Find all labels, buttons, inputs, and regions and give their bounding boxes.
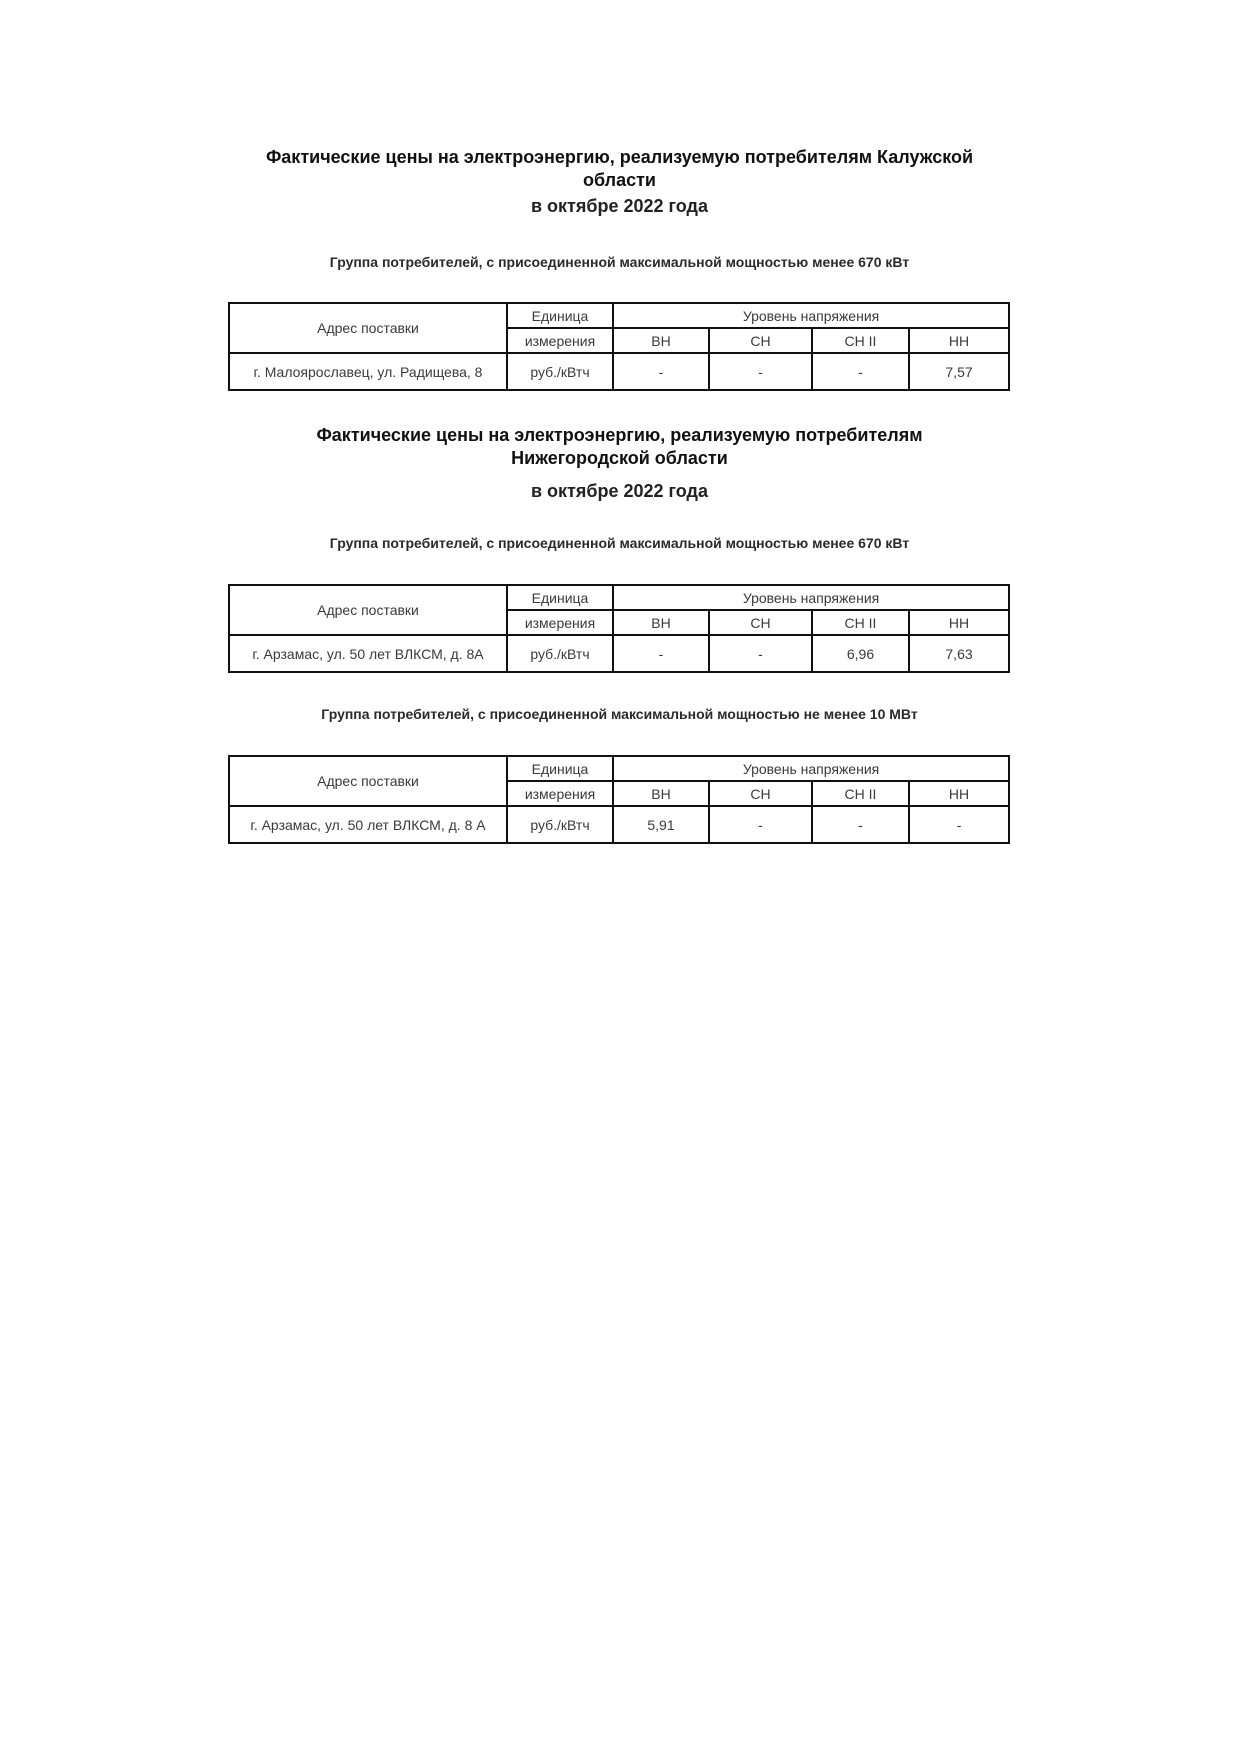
unit-cell: руб./кВтч: [507, 353, 613, 390]
table-row: [229, 635, 1009, 672]
unit-header: Единица: [507, 756, 613, 781]
table-header-row: [229, 756, 1009, 781]
voltage-header: Уровень напряжения: [613, 585, 1009, 610]
kaluga-group-caption: Группа потребителей, с присоединенной максимальной мощностью менее 670 кВт: [329, 254, 910, 270]
nizhny-section-title: [0, 424, 1239, 470]
address-cell: г. Малоярославец, ул. Радищева, 8: [229, 353, 507, 390]
table-row: [229, 806, 1009, 843]
level-sn2-header: СН II: [812, 781, 909, 806]
voltage-header: Уровень напряжения: [613, 303, 1009, 328]
title-line: Фактические цены на электроэнергию, реализуемую потребителям: [316, 425, 923, 445]
table-header-row: [229, 303, 1009, 328]
level-vn-header: ВН: [613, 328, 709, 353]
value-sn-cell: -: [709, 806, 812, 843]
level-sn2-header: СН II: [812, 610, 909, 635]
nizhny-group-caption-2: Группа потребителей, с присоединенной максимальной мощностью не менее 10 МВт: [321, 706, 918, 722]
value-nn-cell: -: [909, 806, 1009, 843]
value-nn-cell: 7,63: [909, 635, 1009, 672]
nizhny-section-period: в октябре 2022 года: [530, 481, 708, 501]
value-sn2-cell: -: [812, 353, 909, 390]
value-vn-cell: -: [613, 353, 709, 390]
value-sn-cell: -: [709, 353, 812, 390]
value-sn-cell: -: [709, 635, 812, 672]
unit-header-cont: измерения: [507, 328, 613, 353]
unit-cell: руб./кВтч: [507, 635, 613, 672]
unit-header: Единица: [507, 303, 613, 328]
address-header: Адрес поставки: [229, 585, 507, 635]
level-nn-header: НН: [909, 610, 1009, 635]
unit-header: Единица: [507, 585, 613, 610]
unit-header-cont: измерения: [507, 610, 613, 635]
level-nn-header: НН: [909, 781, 1009, 806]
value-nn-cell: 7,57: [909, 353, 1009, 390]
level-vn-header: ВН: [613, 781, 709, 806]
address-cell: г. Арзамас, ул. 50 лет ВЛКСМ, д. 8А: [229, 635, 507, 672]
voltage-header: Уровень напряжения: [613, 756, 1009, 781]
nizhny-price-table-2: [228, 755, 1010, 844]
kaluga-section-period: в октябре 2022 года: [530, 196, 708, 216]
value-sn2-cell: 6,96: [812, 635, 909, 672]
level-sn-header: СН: [709, 781, 812, 806]
table-header-row: [229, 585, 1009, 610]
title-line: Фактические цены на электроэнергию, реализуемую потребителям Калужской: [265, 147, 974, 167]
address-header: Адрес поставки: [229, 303, 507, 353]
level-sn2-header: СН II: [812, 328, 909, 353]
address-cell: г. Арзамас, ул. 50 лет ВЛКСМ, д. 8 А: [229, 806, 507, 843]
title-line: области: [582, 170, 656, 190]
table-row: [229, 353, 1009, 390]
nizhny-price-table-1: [228, 584, 1010, 673]
title-line: Нижегородской области: [511, 448, 728, 468]
level-sn-header: СН: [709, 328, 812, 353]
level-nn-header: НН: [909, 328, 1009, 353]
kaluga-price-table: [228, 302, 1010, 391]
value-vn-cell: 5,91: [613, 806, 709, 843]
unit-header-cont: измерения: [507, 781, 613, 806]
unit-cell: руб./кВтч: [507, 806, 613, 843]
value-sn2-cell: -: [812, 806, 909, 843]
level-vn-header: ВН: [613, 610, 709, 635]
address-header: Адрес поставки: [229, 756, 507, 806]
level-sn-header: СН: [709, 610, 812, 635]
kaluga-section-title: [0, 146, 1239, 192]
nizhny-group-caption-1: Группа потребителей, с присоединенной максимальной мощностью менее 670 кВт: [329, 535, 910, 551]
value-vn-cell: -: [613, 635, 709, 672]
